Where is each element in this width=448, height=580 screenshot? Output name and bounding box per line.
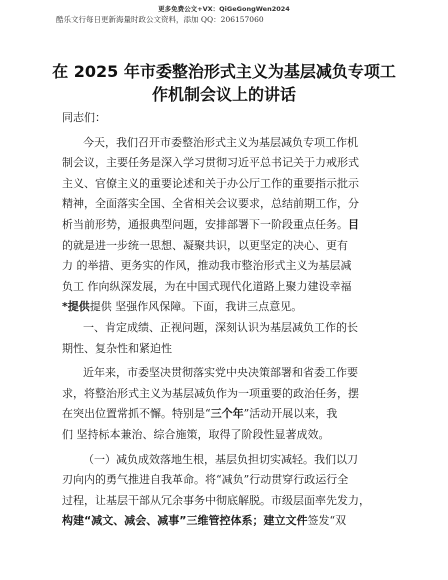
paragraph-line: 们 坚持标本兼治、综合施策，取得了阶段性显著成效。 bbox=[62, 427, 330, 441]
paragraph-line: 力 的举措、更务实的作风，推动我市整治形式主义为基层减 bbox=[62, 259, 352, 273]
paragraph-line bbox=[62, 297, 388, 318]
paragraph-line: 主义、官僚主义的重要论述和关于办公厅工作的重要指示批示 bbox=[62, 176, 359, 190]
paragraph-line bbox=[62, 404, 388, 425]
text-run: ”活动开展以来，我 bbox=[243, 407, 338, 421]
paragraph-line: 的就是进一步统一思想、凝聚共识，以更坚定的决心、更有 bbox=[62, 238, 348, 252]
bold-run: 目 bbox=[348, 217, 359, 231]
paragraph-line: 过程，让基层干部从冗余事务中彻底解脱。市级层面率先发力， bbox=[62, 493, 370, 507]
text-run: 提供 坚强作风保障。下面，我讲三点意见。 bbox=[89, 300, 303, 314]
document-title bbox=[40, 60, 408, 106]
bold-run: 三个年 bbox=[210, 407, 244, 421]
text-run: 在突出位置常抓不懈。特别是“ bbox=[62, 407, 211, 421]
paragraph-line: 制会议，主要任务是深入学习贯彻习近平总书记关于力戒形式 bbox=[62, 156, 359, 170]
document-body bbox=[62, 108, 388, 532]
paragraph-line: （一）减负成效落地生根，基层负担切实减轻。我们以刀 bbox=[83, 452, 358, 466]
title-line-2: 作机制会议上的讲话 bbox=[151, 85, 296, 104]
salutation: 同志们： bbox=[62, 111, 106, 124]
bold-run: 建立文件 bbox=[263, 514, 308, 528]
paragraph-line bbox=[62, 215, 388, 236]
promo-header: 更多免费公文+VX：QiGeGongWen2024 bbox=[158, 5, 290, 13]
title-line-1: 在 2025 年市委整治形式主义为基层减负专项工 bbox=[52, 62, 396, 81]
paragraph-line: 刃向内的勇气推进自我革命。将“减负”行动贯穿行政运行全 bbox=[62, 473, 349, 487]
section-heading-line: 期性、复杂性和紧迫性 bbox=[62, 341, 172, 355]
text-run: 析当前形势，通报典型问题，安排部署下一阶段重点任务。 bbox=[62, 217, 348, 231]
bold-run: *提供 bbox=[62, 300, 90, 314]
paragraph-line: 负工 作向纵深发展，为在中国式现代化道路上聚力建设幸福 bbox=[62, 279, 352, 293]
promo-subheader: 酷乐文行每日更新海量时政公文资料，添加 QQ：206157060 bbox=[56, 15, 264, 24]
section-heading-line: 一、肯定成绩、正视问题，深刻认识为基层减负工作的长 bbox=[83, 320, 358, 334]
text-run: 签发“双 bbox=[307, 514, 347, 528]
paragraph-line: 求，将整治形式主义为基层减负作为一项重要的政治任务，摆 bbox=[62, 386, 359, 400]
bold-run: 构建“减文、减会、减事”三维管控体系； bbox=[62, 514, 264, 528]
paragraph-line: 今天，我们召开市委整治形式主义为基层减负专项工作机 bbox=[83, 135, 358, 149]
paragraph-line bbox=[62, 511, 388, 532]
paragraph-line: 近年来，市委坚决贯彻落实党中央决策部署和省委工作要 bbox=[83, 366, 358, 380]
paragraph-line: 精神，全面落实全国、全省相关会议要求，总结前期工作，分 bbox=[62, 197, 359, 211]
